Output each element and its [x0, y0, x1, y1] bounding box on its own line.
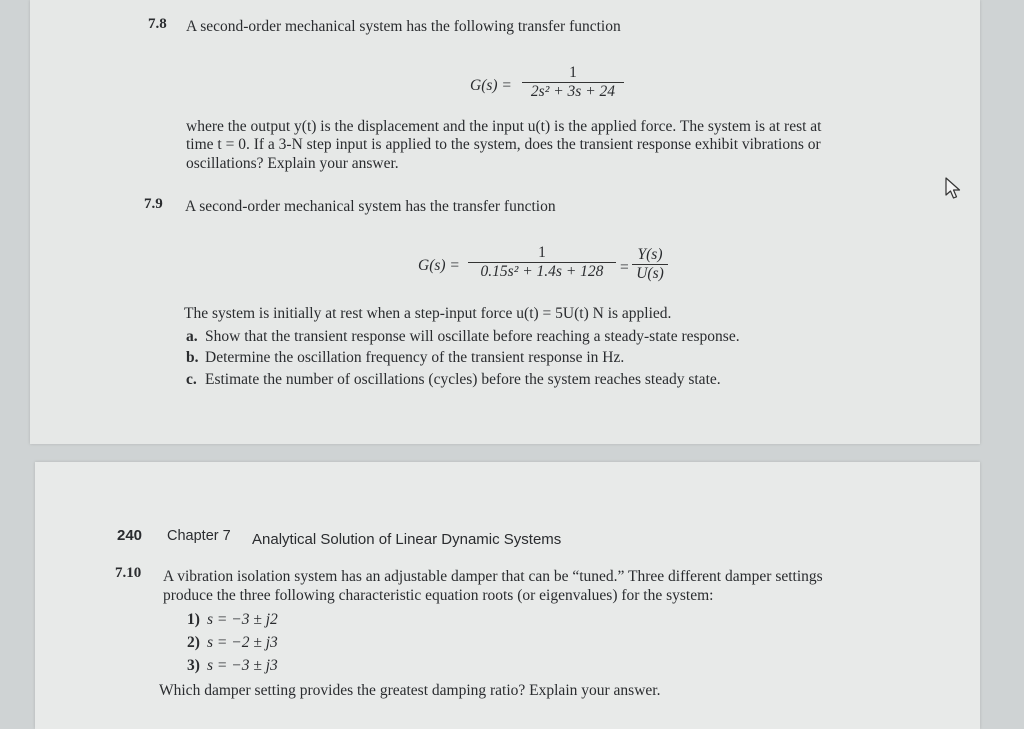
root-2-label: 2) — [187, 634, 200, 651]
problem-7-8-body-1: where the output y(t) is the displacement and the input u(t) is the applied force. The system is at rest at — [186, 118, 822, 135]
eq-7-8-numerator: 1 — [569, 64, 577, 81]
chapter-title: Analytical Solution of Linear Dynamic Systems — [252, 531, 562, 548]
eq-7-9-equals: = — [620, 259, 629, 276]
eq-7-8-fraction — [522, 64, 624, 101]
item-a-label: a. — [186, 328, 198, 345]
eq-7-9-denominator-2: U(s) — [636, 265, 664, 282]
item-b-text: Determine the oscillation frequency of the transient response in Hz. — [205, 349, 625, 366]
item-b-label: b. — [186, 349, 199, 366]
chapter-label: Chapter 7 — [167, 528, 231, 544]
problem-number-7-8: 7.8 — [148, 16, 167, 32]
page-top — [30, 0, 980, 444]
item-a-text: Show that the transient response will oscillate before reaching a steady-state response. — [205, 328, 740, 345]
problem-7-10-question: Which damper setting provides the greatest damping ratio? Explain your answer. — [159, 682, 661, 699]
eq-7-9-fraction-2 — [632, 246, 668, 283]
item-c-label: c. — [186, 371, 197, 388]
eq-7-8-lhs: G(s) = — [470, 77, 512, 94]
problem-7-8-body-2: time t = 0. If a 3-N step input is applied to the system, does the transient response exhibit vibrations or — [186, 136, 821, 153]
eq-7-9-numerator-2: Y(s) — [637, 246, 663, 263]
root-1-label: 1) — [187, 611, 200, 628]
problem-number-7-9: 7.9 — [144, 196, 163, 212]
root-2-value: s = −2 ± j3 — [207, 634, 278, 651]
problem-7-8-body-3: oscillations? Explain your answer. — [186, 155, 399, 172]
page-bottom — [35, 462, 980, 729]
mouse-pointer-icon — [944, 176, 964, 200]
root-3-value: s = −3 ± j3 — [207, 657, 278, 674]
problem-number-7-10: 7.10 — [115, 565, 142, 581]
eq-7-9-lhs: G(s) = — [418, 257, 460, 274]
root-3-label: 3) — [187, 657, 200, 674]
root-1-value: s = −3 ± j2 — [207, 611, 278, 628]
eq-7-9-numerator-1: 1 — [538, 244, 546, 261]
problem-7-8-intro: A second-order mechanical system has the following transfer function — [186, 18, 621, 35]
item-c-text: Estimate the number of oscillations (cycles) before the system reaches steady state. — [205, 371, 721, 388]
eq-7-9-denominator-1: 0.15s² + 1.4s + 128 — [480, 263, 604, 280]
page-number: 240 — [117, 527, 143, 544]
problem-7-9-intro: A second-order mechanical system has the transfer function — [185, 198, 556, 215]
eq-7-9-fraction-1 — [468, 244, 616, 281]
problem-7-10-intro-2: produce the three following characteristic equation roots (or eigenvalues) for the system: — [163, 587, 714, 604]
problem-7-10-intro-1: A vibration isolation system has an adjustable damper that can be “tuned.” Three different damper settings — [163, 568, 823, 585]
eq-7-8-denominator: 2s² + 3s + 24 — [530, 83, 616, 100]
problem-7-9-body: The system is initially at rest when a step-input force u(t) = 5U(t) N is applied. — [184, 305, 672, 322]
